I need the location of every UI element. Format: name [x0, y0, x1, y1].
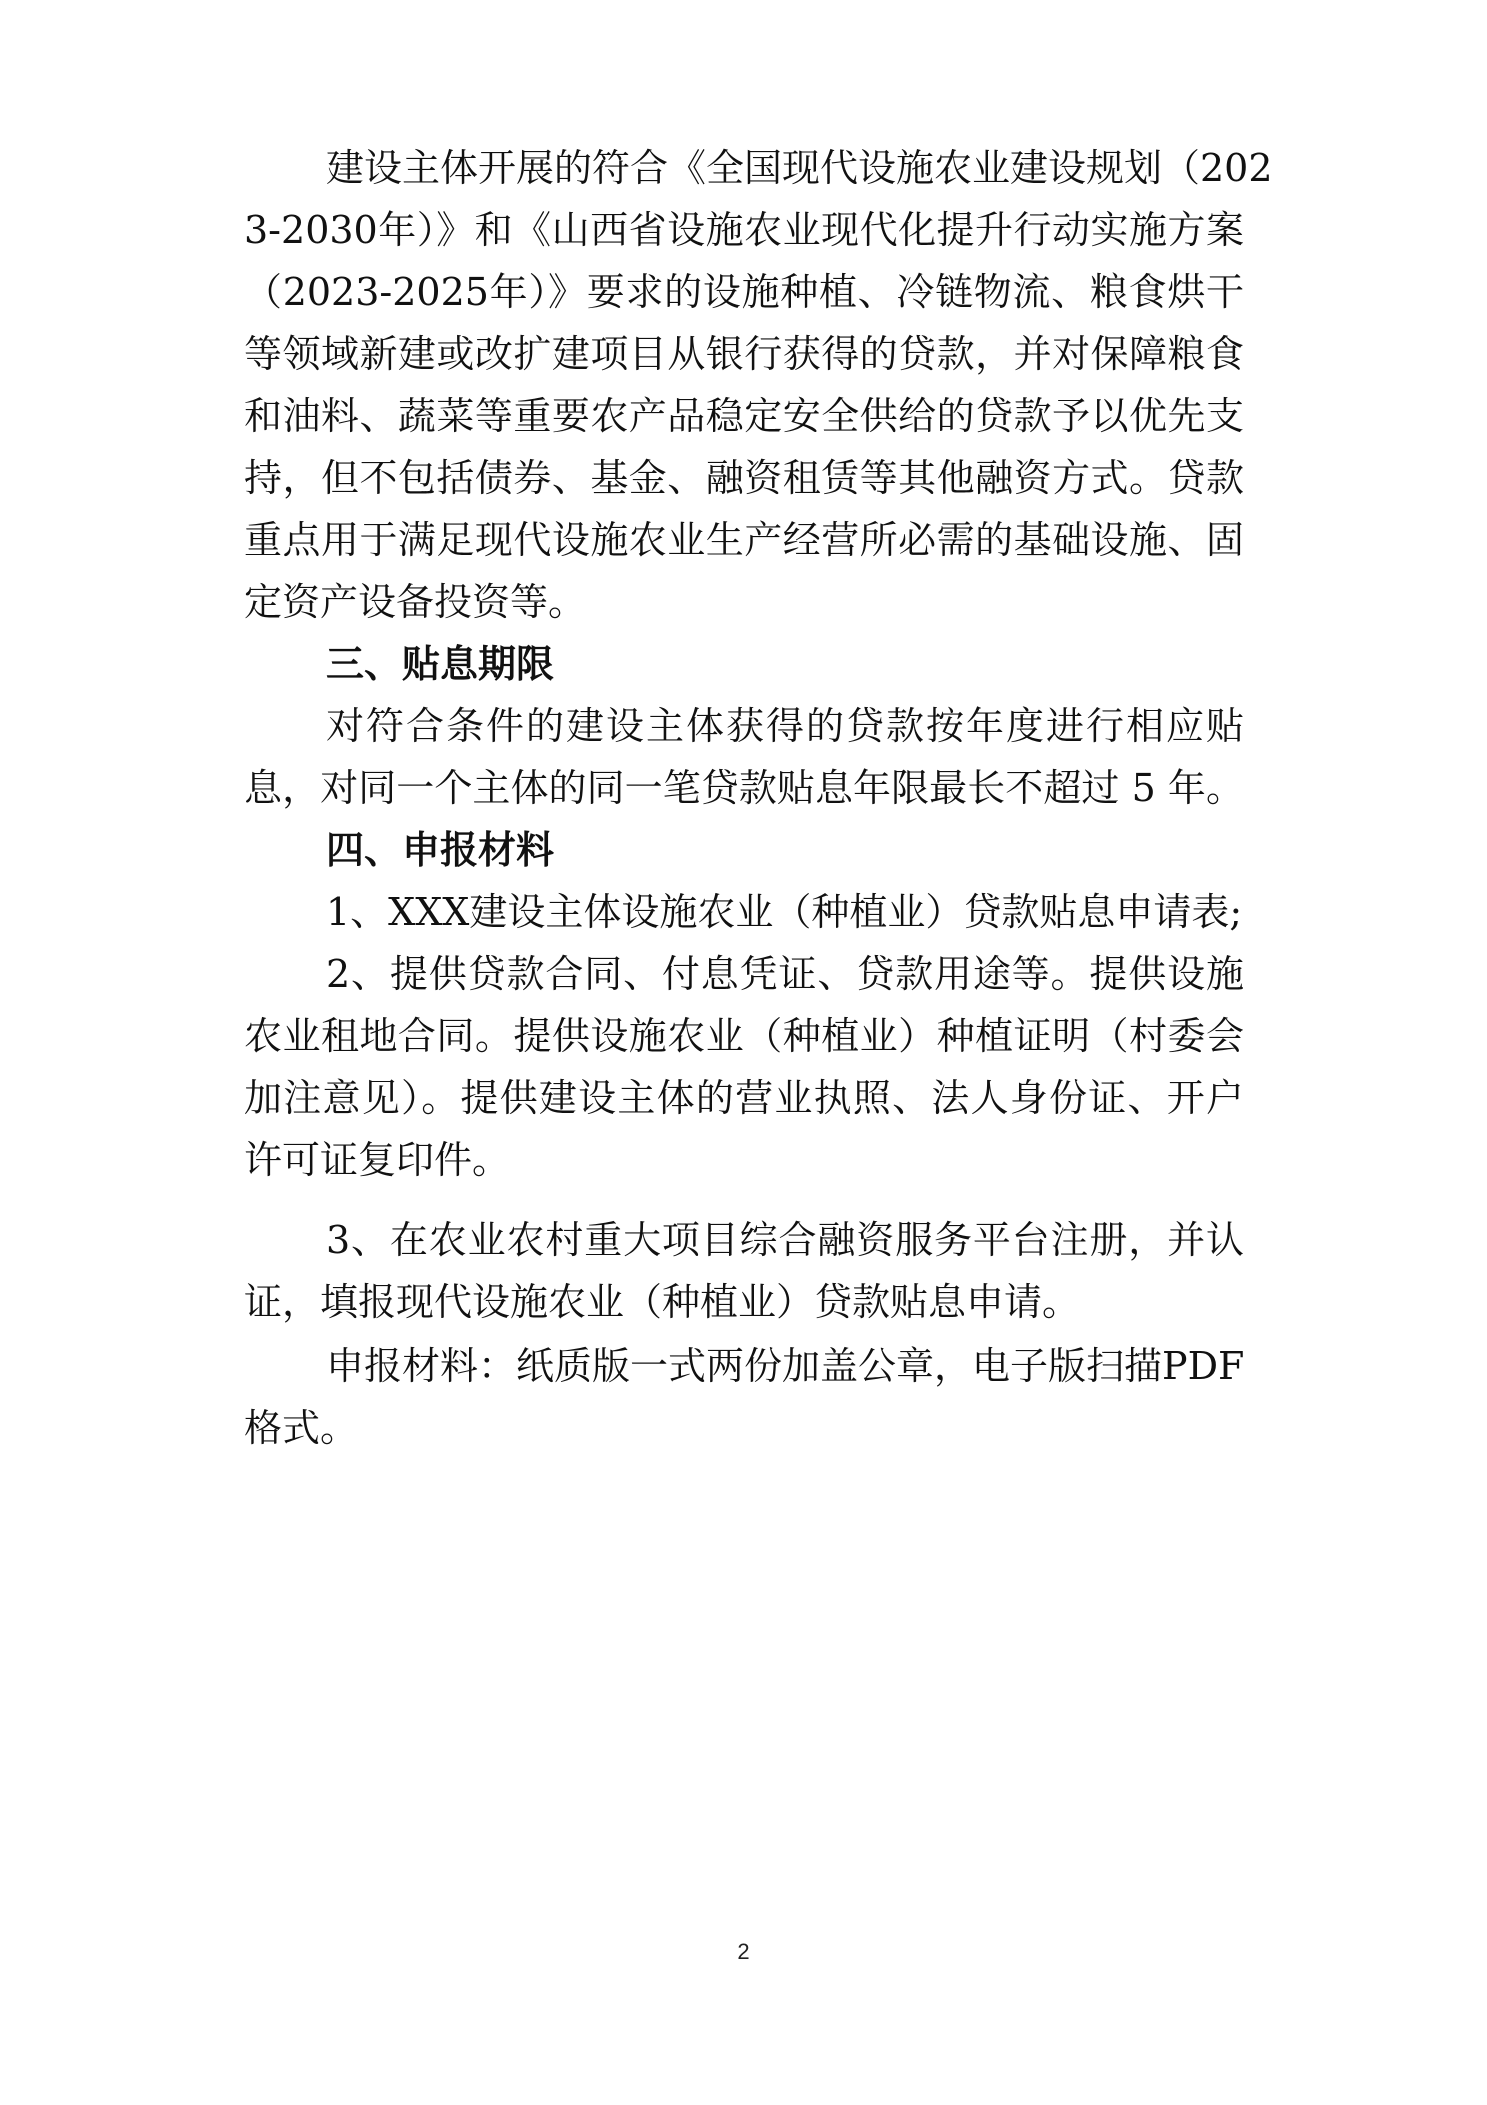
paragraph-line: 建设主体开展的符合《全国现代设施农业建设规划（202 — [326, 146, 1273, 190]
section-heading-materials: 四、申报材料 — [326, 828, 555, 872]
paragraph-line: （2023-2025年）》要求的设施种植、冷链物流、粮食烘干 — [244, 270, 1244, 314]
list-item-2-line: 2、提供贷款合同、付息凭证、贷款用途等。提供设施 — [326, 952, 1244, 996]
paragraph-line: 持，但不包括债券、基金、融资租赁等其他融资方式。贷款 — [244, 456, 1244, 500]
paragraph-line: 等领域新建或改扩建项目从银行获得的贷款，并对保障粮食 — [244, 332, 1244, 376]
paragraph-line: 对符合条件的建设主体获得的贷款按年度进行相应贴 — [326, 704, 1244, 748]
list-item-1: 1、XXX建设主体设施农业（种植业）贷款贴息申请表; — [326, 890, 1243, 934]
paragraph-line: 3-2030年）》和《山西省设施农业现代化提升行动实施方案 — [244, 208, 1244, 252]
list-item-3-line: 3、在农业农村重大项目综合融资服务平台注册，并认 — [326, 1218, 1244, 1262]
paragraph-line: 重点用于满足现代设施农业生产经营所必需的基础设施、固 — [244, 518, 1244, 562]
list-item-2-line: 许可证复印件。 — [244, 1138, 511, 1182]
list-item-2-line: 加注意见）。提供建设主体的营业执照、法人身份证、开户 — [244, 1076, 1244, 1120]
page-number: 2 — [737, 1939, 750, 1964]
paragraph-line: 定资产设备投资等。 — [244, 580, 587, 624]
paragraph-line: 和油料、蔬菜等重要农产品稳定安全供给的贷款予以优先支 — [244, 394, 1244, 438]
paragraph-line: 息，对同一个主体的同一笔贷款贴息年限最长不超过 5 年。 — [244, 766, 1244, 810]
list-item-2-line: 农业租地合同。提供设施农业（种植业）种植证明（村委会 — [244, 1014, 1244, 1058]
list-item-3-line: 证，填报现代设施农业（种植业）贷款贴息申请。 — [244, 1280, 1081, 1324]
section-heading-period: 三、贴息期限 — [326, 642, 555, 686]
submission-note-line: 申报材料：纸质版一式两份加盖公章，电子版扫描PDF — [326, 1344, 1245, 1388]
submission-note-line: 格式。 — [244, 1406, 359, 1450]
